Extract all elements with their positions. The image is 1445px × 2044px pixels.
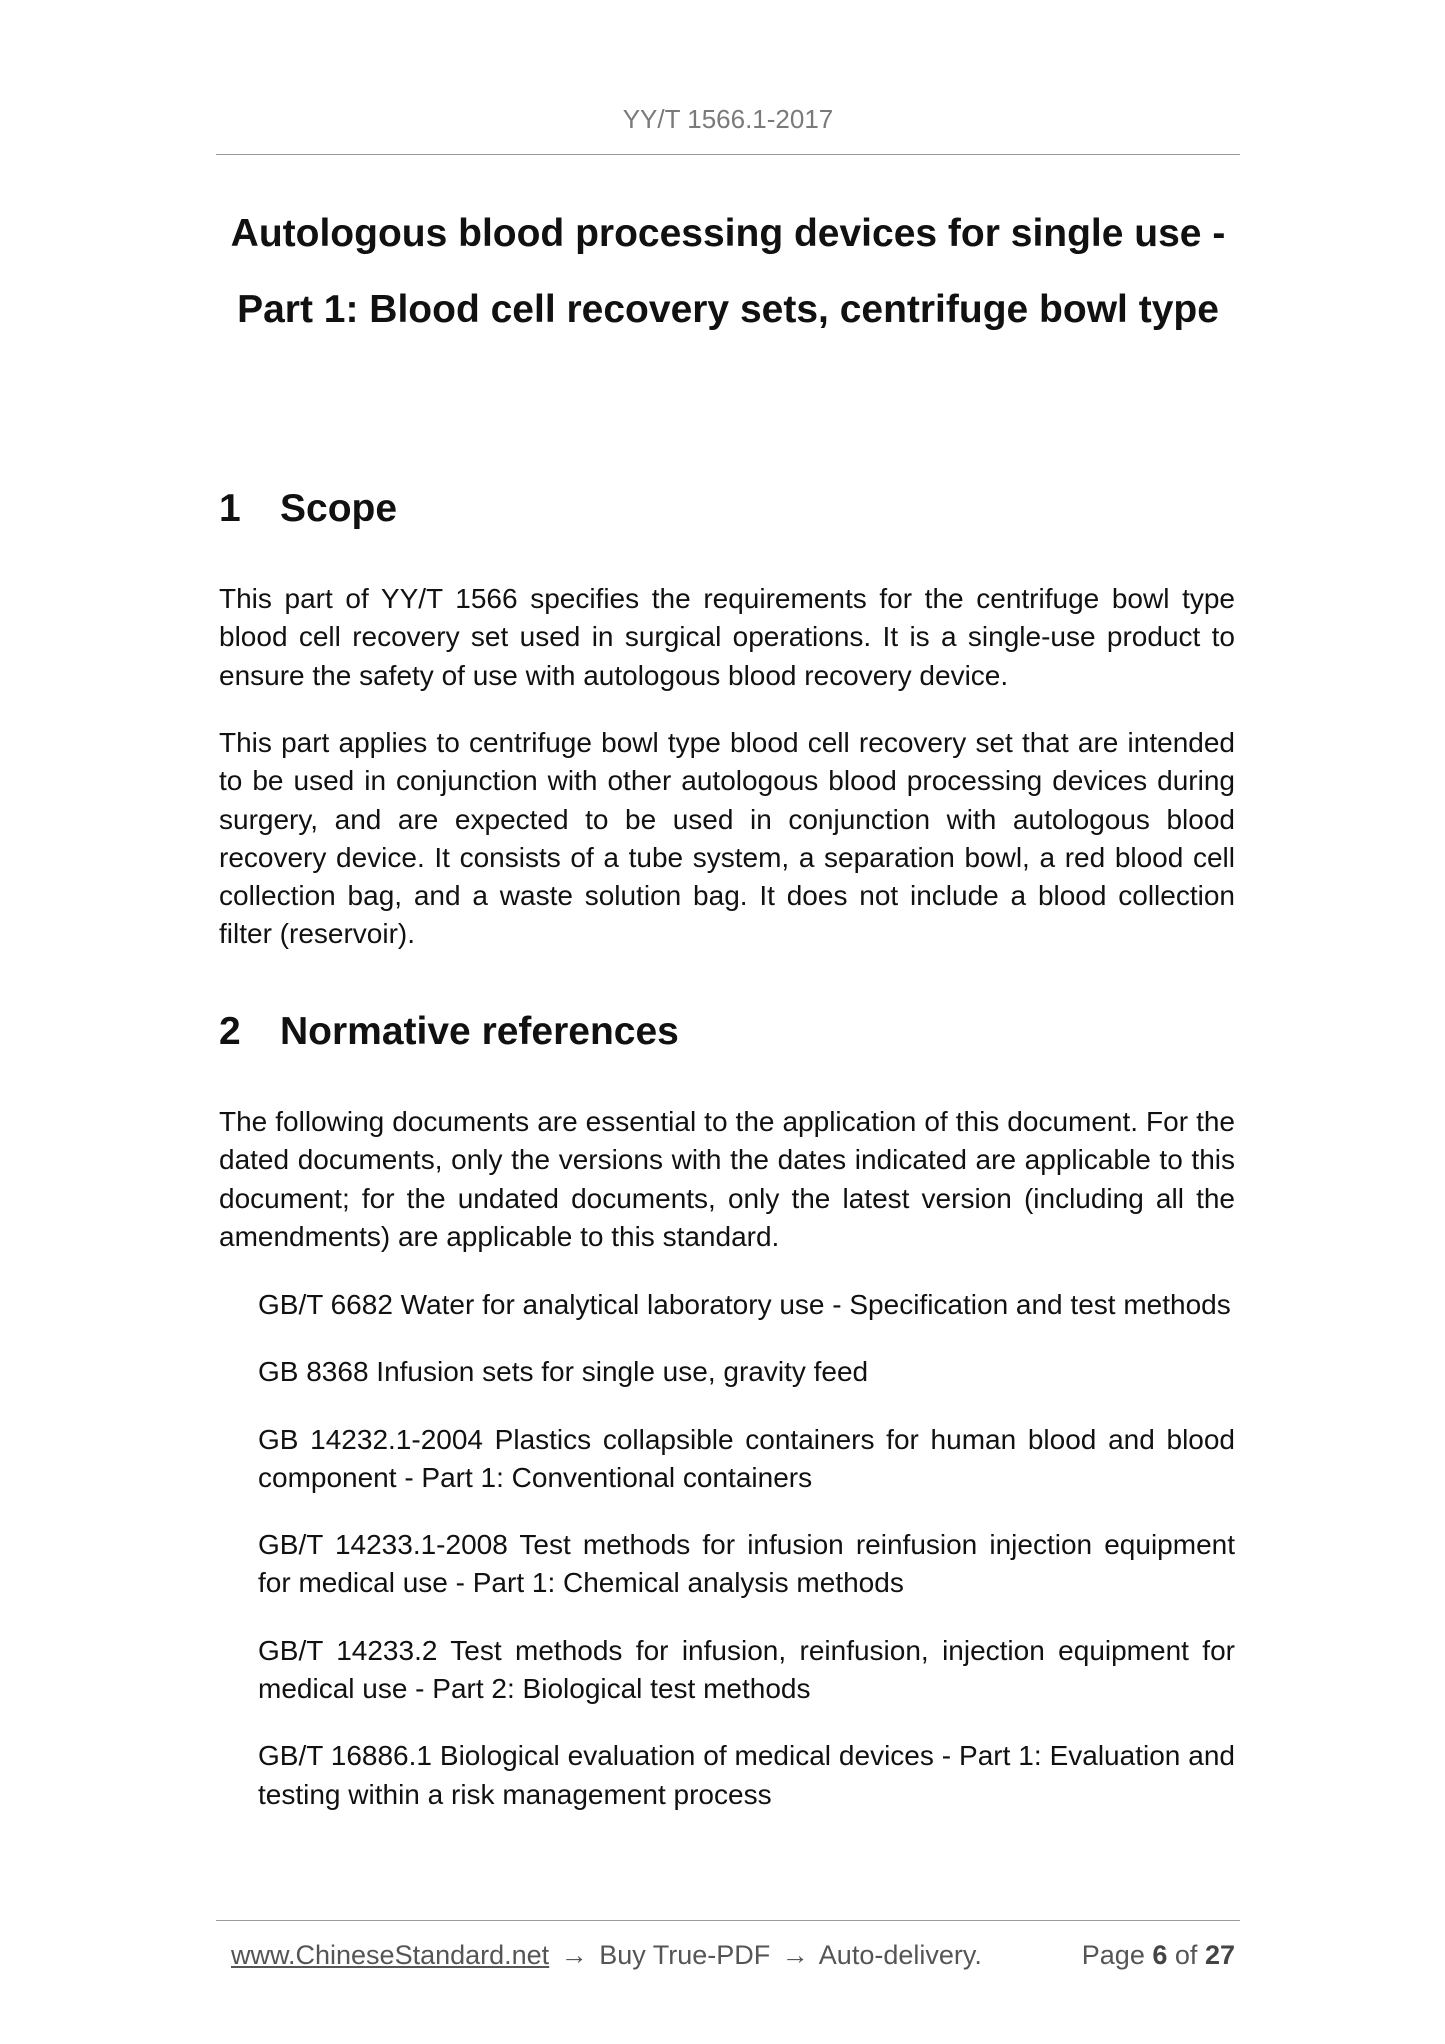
reference-list [258,1286,1235,1843]
scope-paragraph-1: This part of YY/T 1566 specifies the requirements for the centrifuge bowl type blood cell recovery set used in surgical operations. It is a single-use product to ensure the safety of use with autologous blood recovery device. [219,583,1235,691]
reference-item: GB 14232.1-2004 Plastics collapsible containers for human blood and blood component - Part 1: Conventional containers [258,1423,1235,1493]
header-divider [216,154,1240,155]
scope-paragraph-2: This part applies to centrifuge bowl type blood cell recovery set that are intended to be used in conjunction with other autologous blood processing devices during surgery, and are expected to be used in conjunction with autologous blood recovery device. It consists of a tube system, a separation bowl, a red blood cell collection bag, and a waste solution bag. It does not include a blood collection filter (reservoir). [219,727,1235,950]
footer-promo [231,1940,982,1971]
reference-item: GB 8368 Infusion sets for single use, gravity feed [258,1356,869,1388]
page-current: 6 [1152,1940,1168,1970]
page-label: Page [1081,1940,1145,1970]
document-id-header: YY/T 1566.1-2017 [622,104,834,134]
document-title-line-2: Part 1: Blood cell recovery sets, centrifuge bowl type [237,288,1219,331]
website-link[interactable]: www.ChineseStandard.net [231,1940,550,1970]
section-heading-scope [219,487,397,531]
auto-delivery-text: Auto-delivery. [818,1940,982,1970]
arrow-right-icon: → [781,1940,809,1970]
section-number: 2 [219,1010,241,1053]
section-title: Normative references [280,1010,679,1053]
arrow-right-icon: → [560,1940,588,1970]
normative-references-intro: The following documents are essential to the application of this document. For the dated documents, only the versions with the dates indicated are applicable to this document; for the undated documents, only the latest version (including all the amendments) are applicable to this standard. [219,1106,1235,1252]
buy-true-pdf-text: Buy True-PDF [599,1940,771,1970]
reference-item: GB/T 16886.1 Biological evaluation of medical devices - Part 1: Evaluation and testing within a risk management process [258,1740,1235,1810]
document-title-line-1: Autologous blood processing devices for single use - [230,212,1226,255]
page-indicator [1082,1940,1235,1971]
section-number: 1 [219,487,241,530]
page-total: 27 [1204,1940,1235,1970]
page-of-label: of [1174,1940,1198,1970]
reference-item: GB/T 6682 Water for analytical laboratory use - Specification and test methods [258,1289,1231,1320]
footer-divider [216,1920,1240,1921]
section-title: Scope [280,487,398,530]
reference-item: GB/T 14233.2 Test methods for infusion, reinfusion, injection equipment for medical use - Part 2: Biological test methods [258,1634,1235,1705]
reference-item: GB/T 14233.1-2008 Test methods for infusion reinfusion injection equipment for medical use - Part 1: Chemical analysis methods [258,1529,1235,1599]
section-heading-normative-references [219,1010,679,1054]
